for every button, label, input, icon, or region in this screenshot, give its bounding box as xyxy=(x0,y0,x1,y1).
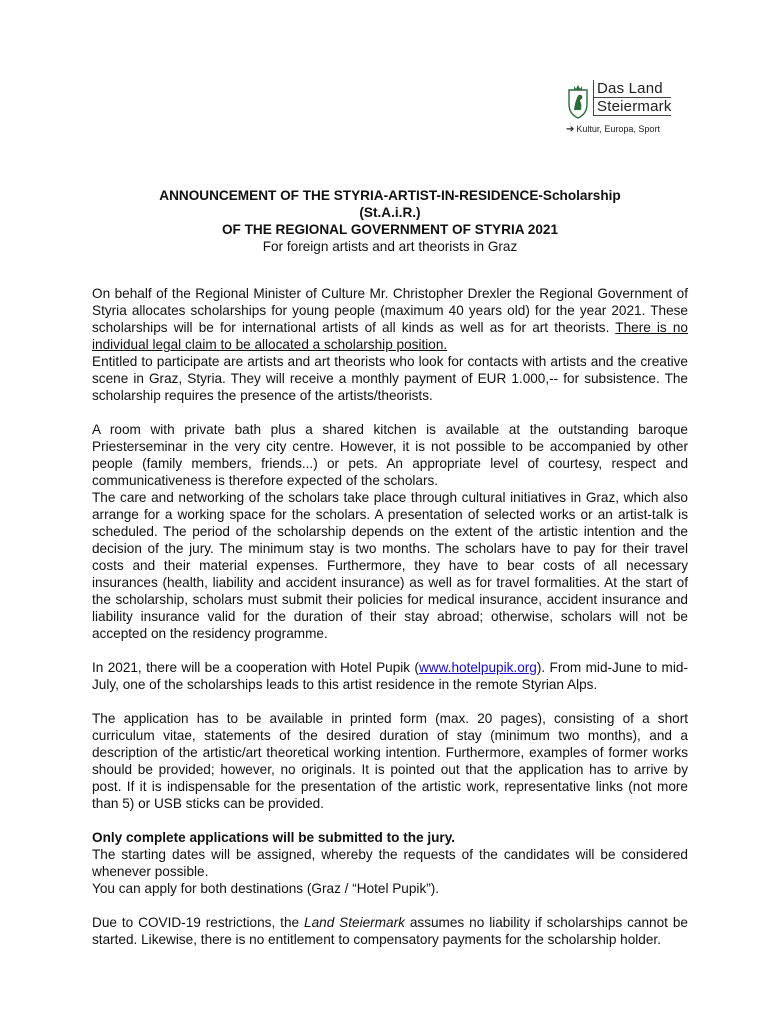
logo-line-1: Das Land xyxy=(593,80,671,97)
paragraph-covid-text-b: assumes no liability if scholarships cannot be started. Likewise, there is no entitlement to compensatory payments for the scholarship holder. xyxy=(92,915,688,947)
das-land-steiermark-logo xyxy=(566,78,676,144)
logo-tagline-text: Kultur, Europa, Sport xyxy=(576,124,660,134)
document-body xyxy=(92,285,688,965)
paragraph-complete-applications xyxy=(92,829,688,897)
paragraph-eligibility: Entitled to participate are artists and art theorists who look for contacts with artists and the creative scene in Graz, Styria. They will receive a monthly payment of EUR 1.000,-- for subsistence. The scholarship requires the presence of the artists/theorists. xyxy=(92,354,688,403)
paragraph-covid-text-a: Due to COVID-19 restrictions, the xyxy=(92,915,305,930)
both-destinations-text: You can apply for both destinations (Graz / “Hotel Pupik”). xyxy=(92,881,440,896)
announcement-title-block xyxy=(90,187,690,255)
arrow-right-icon: ➔ xyxy=(566,124,575,135)
logo-line-2: Steiermark xyxy=(593,97,671,116)
styrian-panther-shield-icon xyxy=(566,84,590,120)
title-line-2: (St.A.i.R.) xyxy=(359,205,421,220)
title-line-1: ANNOUNCEMENT OF THE STYRIA-ARTIST-IN-RESIDENCE-Scholarship xyxy=(159,188,621,203)
paragraph-hotel-pupik-text-a: In 2021, there will be a cooperation with Hotel Pupik ( xyxy=(92,660,419,675)
paragraph-accommodation: A room with private bath plus a shared kitchen is available at the outstanding baroque Priesterseminar in the very city centre. However, it is not possible to be accompanied by other people (family members, friends...) or pets. An appropriate level of courtesy, respect and communicativeness is therefore expected of the scholars. xyxy=(92,422,688,488)
land-steiermark-italic: Land Steiermark xyxy=(304,915,405,930)
logo-wordmark xyxy=(593,80,671,116)
paragraph-intro-text: On behalf of the Regional Minister of Culture Mr. Christopher Drexler the Regional Government of Styria allocates scholarships for young people (maximum 40 years old) for the year 2021. These scholarships will be for international artists of all kinds as well as for art theorists. xyxy=(92,286,688,335)
logo-tagline xyxy=(566,124,660,135)
hotel-pupik-link[interactable]: www.hotelpupik.org xyxy=(418,660,537,675)
paragraph-intro xyxy=(92,285,688,353)
title-line-3: OF THE REGIONAL GOVERNMENT OF STYRIA 2021 xyxy=(221,222,559,237)
paragraph-covid xyxy=(92,914,688,948)
complete-applications-notice: Only complete applications will be submitted to the jury. xyxy=(92,830,456,845)
subtitle: For foreign artists and art theorists in Graz xyxy=(262,239,518,254)
paragraph-hotel-pupik-text-b: ). From mid-June to mid-July, one of the scholarships leads to this artist residence in the remote Styrian Alps. xyxy=(92,660,688,692)
starting-dates-text: The starting dates will be assigned, whereby the requests of the candidates will be considered whenever possible. xyxy=(92,847,688,879)
legal-claim-notice: There is no individual legal claim to be allocated a scholarship position. xyxy=(92,320,688,352)
paragraph-hotel-pupik xyxy=(92,659,688,693)
paragraph-care-networking: The care and networking of the scholars take place through cultural initiatives in Graz, which also arrange for a working space for the scholars. A presentation of selected works or an artist-talk is scheduled. The period of the scholarship depends on the extent of the artistic intention and the decision of the jury. The minimum stay is two months. The scholars have to pay for their travel costs and their material expenses. Furthermore, they have to bear costs of all necessary insurances (health, liability and accident insurance) as well as for travel formalities. At the start of the scholarship, scholars must submit their policies for medical insurance, accident insurance and liability insurance valid for the duration of their stay abroad; otherwise, scholars will not be accepted on the residency programme. xyxy=(92,490,688,641)
paragraph-application: The application has to be available in printed form (max. 20 pages), consisting of a short curriculum vitae, statements of the desired duration of stay (minimum two months), and a description of the artistic/art theoretical working intention. Furthermore, examples of former works should be provided; however, no originals. It is pointed out that the application has to arrive by post. If it is indispensable for the presentation of the artistic work, representative links (not more than 5) or USB sticks can be provided. xyxy=(92,711,688,811)
